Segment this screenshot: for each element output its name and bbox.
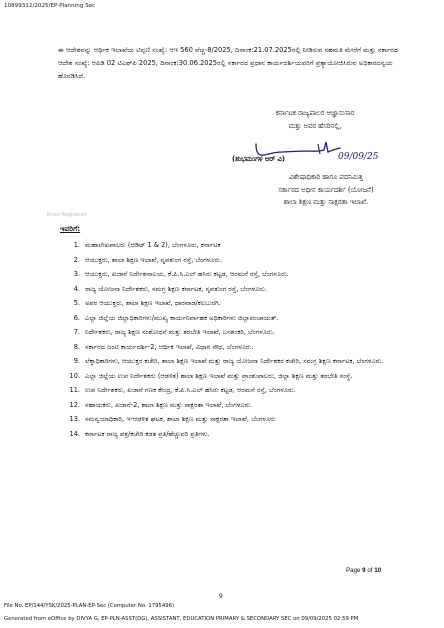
page-total: 10 bbox=[374, 567, 382, 574]
list-item bbox=[62, 355, 416, 367]
list-item-text: ಎಲ್ಲಾ ಜಿಲ್ಲೆಯ ಜಿಲ್ಲಾಧಿಕಾರಿಗಳು/ಮುಖ್ಯ ಕಾರ್ಯನಿರ್ವಾಹಕ ಅಧಿಕಾರಿಗಳು ಜಿಲ್ಲಾಪಂಚಾಯತ್. bbox=[85, 313, 279, 322]
list-item-text: ರಾಜ್ಯ ಯೋಜನಾ ನಿರ್ದೇಶಕರು, ಸಮಗ್ರ ಶಿಕ್ಷಣ ಕರ್ನಾಟಕ, ನೃಪತುಂಗ ರಸ್ತೆ, ಬೆಂಗಳೂರು. bbox=[85, 284, 268, 293]
list-item-number: 4. bbox=[73, 284, 80, 293]
list-item-number: 3. bbox=[73, 270, 80, 278]
list-item bbox=[62, 297, 416, 309]
list-item-number: 6. bbox=[73, 313, 80, 322]
page-number: 9 bbox=[219, 593, 223, 600]
list-item bbox=[62, 341, 416, 353]
list-item bbox=[62, 268, 416, 280]
list-item-text: ಸಹಾಯಕರು, ಖಜಾನೆ-2, ಶಾಲಾ ಶಿಕ್ಷಣ ಮತ್ತು ಸಾಕ್ಷರತಾ ಇಲಾಖೆ, ಬೆಂಗಳೂರು. bbox=[85, 400, 253, 409]
file-number: File No. EP/144/YSK/2025-PLAN-EP-Sec (Computer No. 1795496) bbox=[4, 603, 175, 609]
authority-line bbox=[240, 107, 390, 133]
list-item-number: 7. bbox=[73, 328, 80, 336]
watermark: Kiran Raghavan bbox=[47, 212, 87, 218]
list-item-text: ಕರ್ನಾಟಕ ರಾಜ್ಯ ಪತ್ರ/ಕಚೇರಿ ಕಡತ ಪ್ರತಿ/ಹೆಚ್ಚುವರಿ ಪ್ರತಿಗಳು. bbox=[85, 429, 210, 438]
list-item bbox=[62, 254, 416, 266]
list-item-number: 5. bbox=[73, 299, 80, 307]
page-of: of bbox=[365, 567, 375, 574]
list-item bbox=[62, 413, 416, 425]
list-item bbox=[62, 326, 416, 338]
document-code: 10899312/2025/EP-Planning Sec bbox=[4, 3, 96, 9]
list-item bbox=[62, 312, 416, 324]
designation-line-3: ಶಾಲಾ ಶಿಕ್ಷಣ ಮತ್ತು ಸಾಕ್ಷರತಾ ಇಲಾಖೆ. bbox=[283, 198, 369, 206]
list-item-text: ಆಯುಕ್ತರು, ಖಜಾನೆ ನಿರ್ದೇಶನಾಲಯ, ಕೆ.ಪಿ.ಸಿ.ಎಲ್ ಹಸಿರು ಕಟ್ಟಡ, ಆರಮನೆ ರಸ್ತೆ, ಬೆಂಗಳೂರು. bbox=[85, 270, 289, 278]
signature-date: 09/09/25 bbox=[338, 152, 379, 162]
page-prefix: Page bbox=[346, 567, 363, 574]
list-item bbox=[62, 283, 416, 295]
generated-footer: Generated from eOffice by DIVYA G, EP-PLN-ASST(DG), ASSISTANT, EDUCATION PRIMARY & SECONDARY SEC on 09/09/2025 02:59 PM bbox=[4, 616, 359, 622]
page-indicator bbox=[346, 567, 381, 574]
list-item-text: ಅಪರ ಆಯುಕ್ತರು, ಶಾಲಾ ಶಿಕ್ಷಣ ಇಲಾಖೆ, ಧಾರವಾಡ/ಕಲಬುರಗಿ. bbox=[85, 299, 221, 307]
list-item-number: 12. bbox=[69, 400, 80, 409]
authority-line-1: ಕರ್ನಾಟಕ ರಾಜ್ಯಪಾಲರ ಆಜ್ಞಾನುಸಾರ bbox=[275, 109, 355, 117]
list-item-number: 10. bbox=[69, 371, 80, 380]
copy-to-heading: ಇವರಿಗೆ: bbox=[60, 224, 81, 233]
designation-line-1: ವಿಶೇಷಾಧಿಕಾರಿ ಹಾಗೂ ಪದನಿಮಿತ್ತ bbox=[289, 173, 363, 181]
list-item-text: ಆಯುಕ್ತರು, ಶಾಲಾ ಶಿಕ್ಷಣ ಇಲಾಖೆ, ನೃಪತುಂಗ ರಸ್ತೆ, ಬೆಂಗಳೂರು. bbox=[85, 255, 223, 264]
list-item-text: ಲೆಕ್ಕಾಧಿಕಾರಿಗಳು, ಆಯುಕ್ತರ ಕಚೇರಿ, ಶಾಲಾ ಶಿಕ್ಷಣ ಇಲಾಖೆ ಮತ್ತು ರಾಜ್ಯ ಯೋಜನಾ ನಿರ್ದೇಶಕರ ಕಚೇರಿ, ಸಮಗ್ರ ಶಿಕ್ಷಣ ಕರ್ನಾಟಕ, ಬೆಂಗಳೂರು. bbox=[85, 357, 384, 365]
list-item-number: 2. bbox=[73, 255, 80, 264]
body-paragraph: ಈ ಆದೇಶವನ್ನು ಆರ್ಥಿಕ ಇಲಾಖೆಯ ಟಿಪ್ಪಣಿ ಸಂಖ್ಯೆ: ಆಇ 560 ವೆಚ್ಚ-8/2025, ದಿನಾಂಕ:21.07.2025ರಲ್ಲಿ ನೀಡಿರುವ ಸಹಮತಿ ಮೇರೆಗೆ ಮತ್ತು ಸರ್ಕಾರದ ಆದೇಶ ಸಂಖ್ಯೆ: ಆಪಿಡಿ 02 ಟಿಎಫ್‌ಪಿ 2025, ದಿನಾಂಕ:30.06.2025ರಲ್ಲಿ ಸರ್ಕಾರದ ಪ್ರಧಾನ ಕಾರ್ಯದರ್ಶಿಯವರಿಗೆ ಪ್ರತ್ಯಾಯೋಜಿಸಿರುವ ಅಧಿಕಾರದನ್ವಯ ಹೊರಡಿಸಿದೆ. bbox=[58, 46, 399, 80]
list-item bbox=[62, 370, 416, 382]
list-item bbox=[62, 239, 416, 251]
list-item bbox=[62, 428, 416, 440]
list-item bbox=[62, 399, 416, 411]
list-item-text: ನಿರ್ದೇಶಕರು, ರಾಜ್ಯ ಶಿಕ್ಷಣ ಸಂಶೋಧನೆ ಮತ್ತು ತರಬೇತಿ ಇಲಾಖೆ, ಬನಶಂಕರಿ, ಬೆಂಗಳೂರು. bbox=[85, 328, 275, 336]
copy-to-list bbox=[62, 239, 416, 442]
signatory-name: (ಶುಭಮಂಗಳ ಆರ್ ವಿ) bbox=[232, 155, 285, 163]
authority-line-2: ಮತ್ತು ಅವರ ಹೆಸರಿನಲ್ಲಿ, bbox=[288, 122, 342, 130]
list-item bbox=[62, 384, 416, 396]
designation-block bbox=[240, 171, 412, 209]
list-item-text: ಉಪ ನಿರ್ದೇಶಕರು, ಖಜಾನೆ ಗಣಕ ಕೇಂದ್ರ, ಕೆ.ಪಿ.ಸಿ.ಎಲ್ ಹಸಿರು ಕಟ್ಟಡ, ಆರಮನೆ ರಸ್ತೆ, ಬೆಂಗಳೂರು. bbox=[85, 386, 296, 394]
list-item-text: ಎಲ್ಲಾ ಜಿಲ್ಲೆಯ ಉಪ ನಿರ್ದೇಶಕರು (ಆಡಳಿತ) ಶಾಲಾ ಶಿಕ್ಷಣ ಇಲಾಖೆ ಮತ್ತು ಪ್ರಾಂಶುಪಾಲರು, ಜಿಲ್ಲಾ ಶಿಕ್ಷಣ ಮತ್ತು ತರಬೇತಿ ಸಂಸ್ಥೆ. bbox=[85, 371, 353, 380]
list-item-text: ಸಮನ್ವಯಾಧಿಕಾರಿ, ಇ-ಆಡಳಿತ ಘಟಕ, ಶಾಲಾ ಶಿಕ್ಷಣ ಮತ್ತು ಸಾಕ್ಷರತಾ ಇಲಾಖೆ, ಬೆಂಗಳೂರು bbox=[85, 415, 276, 423]
list-item-number: 9. bbox=[73, 357, 80, 365]
page-current: 9 bbox=[362, 567, 366, 574]
list-item-number: 1. bbox=[73, 241, 80, 249]
designation-line-2: ಸರ್ಕಾರದ ಅಧೀನ ಕಾರ್ಯದರ್ಶಿ (ಯೋಜನೆ) bbox=[278, 185, 374, 194]
list-item-text: ಸರ್ಕಾರದ ಜಂಟಿ ಕಾರ್ಯದರ್ಶಿ-2, ಆರ್ಥಿಕ ಇಲಾಖೆ, ವಿಧಾನ ಸೌಧ, ಬೆಂಗಳೂರು. bbox=[85, 342, 254, 351]
list-item-number: 13. bbox=[69, 415, 80, 423]
list-item-number: 11. bbox=[69, 386, 80, 394]
list-item-text: ಮಹಾಲೇಖಪಾಲರು (ಆಡಿಟ್ 1 & 2), ಬೆಂಗಳೂರು, ಕರ್ನಾಟಕ bbox=[85, 241, 221, 249]
list-item-number: 14. bbox=[69, 429, 80, 438]
list-item-number: 8. bbox=[73, 342, 80, 351]
